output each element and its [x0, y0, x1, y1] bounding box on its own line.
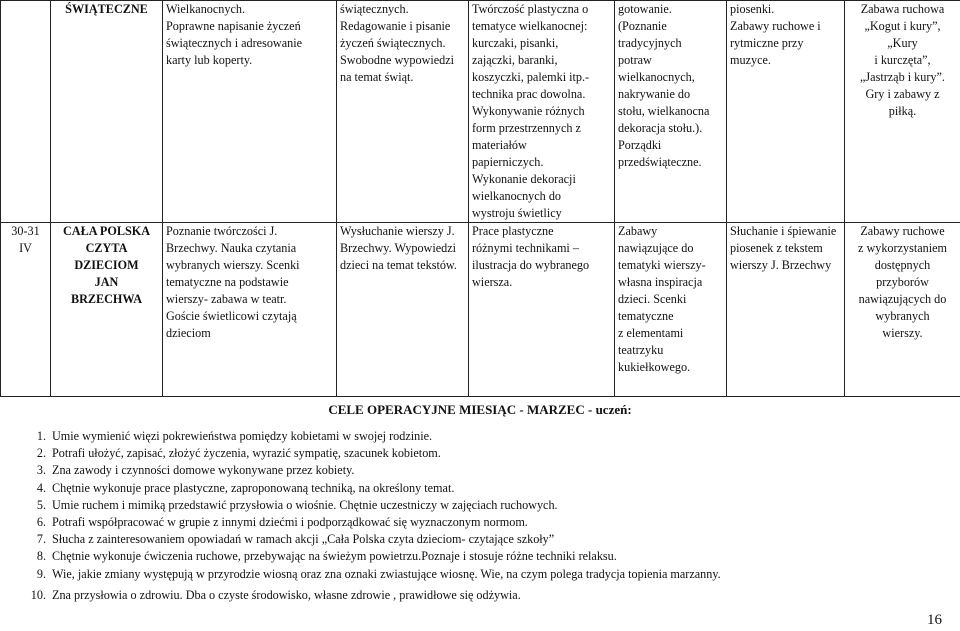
- cell-line: Wysłuchanie wierszy J.: [340, 224, 455, 238]
- cell-line: własna inspiracja: [618, 275, 703, 289]
- cell-line: Zabawy ruchowe i: [730, 19, 821, 33]
- cell-line: Słuchanie i śpiewanie: [730, 224, 837, 238]
- movement-activities-cell: [845, 1, 960, 223]
- item-text: Zna przysłowia o zdrowiu. Dba o czyste środowisko, własne zdrowie , prawidłowe się odżywia.: [52, 587, 521, 602]
- list-item: [24, 480, 934, 497]
- list-item: [24, 566, 934, 583]
- item-text: Chętnie wykonuje ćwiczenia ruchowe, przebywając na świeżym powietrzu.Poznaje i stosuje różne techniki relaksu.: [52, 549, 617, 564]
- cell-line: muzyce.: [730, 53, 771, 67]
- cell-line: z elementami: [618, 326, 684, 340]
- cell-line: form przestrzennych z: [472, 121, 581, 135]
- cell-line: Zabawy: [618, 224, 658, 238]
- item-text: Słucha z zainteresowaniem opowiadań w ramach akcji „Cała Polska czyta dzieciom- czytające szkoły”: [52, 532, 555, 547]
- item-number: 7.: [36, 532, 46, 547]
- cell-line: świątecznych i adresowanie: [166, 36, 303, 50]
- cell-line: z wykorzystaniem: [857, 241, 947, 255]
- cell-line: Porządki: [618, 138, 662, 152]
- cell-line: stołu, wielkanocna: [618, 104, 710, 118]
- cell-line: papierniczych.: [472, 155, 544, 169]
- cell-line: teatrzyku: [618, 343, 664, 357]
- cell-line: JAN: [94, 275, 119, 289]
- cell-line: materiałów: [472, 138, 527, 152]
- cell-line: karty lub koperty.: [166, 53, 253, 67]
- item-text: Potrafi ułożyć, zapisać, złożyć życzenia, wyrazić sympatię, szacunek kobietom.: [52, 446, 441, 461]
- technical-activities-cell: [615, 223, 727, 397]
- cell-line: różnymi technikami –: [472, 241, 579, 255]
- cell-line: nakrywanie do: [618, 87, 691, 101]
- item-number: 8.: [36, 549, 46, 564]
- cell-line: i kurczęta”,: [874, 53, 931, 67]
- cell-line: Swobodne wypowiedzi: [340, 53, 455, 67]
- cell-line: dekoracja stołu.).: [618, 121, 703, 135]
- technical-activities-cell: [615, 1, 727, 223]
- cell-line: CAŁA POLSKA: [62, 224, 151, 238]
- writing-activities-cell: [337, 1, 469, 223]
- list-item: [24, 445, 934, 462]
- item-number: 1.: [36, 429, 46, 443]
- cell-line: na temat świąt.: [340, 70, 414, 84]
- cell-line: piosenek z tekstem: [730, 241, 823, 255]
- cell-line: „Kury: [887, 36, 918, 50]
- cell-line: Wielkanocnych.: [166, 2, 246, 16]
- cell-line: koszyczki, palemki itp.-: [472, 70, 590, 84]
- cell-line: kurczaki, pisanki,: [472, 36, 559, 50]
- cell-line: życzeń świątecznych.: [340, 36, 446, 50]
- cell-line: 30-31: [11, 224, 40, 238]
- cell-line: ŚWIĄTECZNE: [65, 2, 148, 16]
- cell-line: Gry i zabawy z: [865, 87, 940, 101]
- cell-line: świątecznych.: [340, 2, 409, 16]
- list-item: [24, 531, 934, 548]
- cell-line: CZYTA: [85, 241, 128, 255]
- cell-line: wybranych: [875, 309, 930, 323]
- cell-line: wierszy J. Brzechwy: [730, 258, 832, 272]
- objectives-title: CELE OPERACYJNE MIESIĄC - MARZEC - uczeń:: [328, 402, 632, 417]
- table-row: [1, 223, 960, 397]
- cell-line: potraw: [618, 53, 652, 67]
- cell-line: DZIECIOM: [74, 258, 139, 272]
- cell-line: wierszy- zabawa w teatr.: [166, 292, 287, 306]
- cell-line: przyborów: [876, 275, 929, 289]
- item-number: 6.: [36, 515, 46, 530]
- cell-line: Prace plastyczne: [472, 224, 554, 238]
- week-cell: [1, 1, 51, 223]
- item-text: Chętnie wykonuje prace plastyczne, zaproponowaną techniką, na określony temat.: [52, 480, 455, 495]
- list-item: [24, 462, 934, 479]
- cell-line: piłką.: [888, 104, 917, 118]
- cell-line: technika prac dowolna.: [472, 87, 586, 101]
- cell-line: Brzechwy. Nauka czytania: [166, 241, 297, 255]
- cell-line: Poprawne napisanie życzeń: [166, 19, 301, 33]
- cell-line: Zabawa ruchowa: [860, 2, 945, 16]
- cell-line: przedświąteczne.: [618, 155, 702, 169]
- cell-line: wielkanocnych do: [472, 189, 562, 203]
- list-item: [24, 428, 934, 445]
- cell-line: wielkanocnych,: [618, 70, 695, 84]
- item-text: Potrafi współpracować w grupie z innymi dziećmi i podporządkować się wyznaczonym normom.: [52, 515, 528, 530]
- item-number: 9.: [36, 566, 46, 581]
- item-text: Zna zawody i czynności domowe wykonywane przez kobiety.: [52, 463, 355, 478]
- topic-cell: [51, 223, 163, 397]
- cell-line: nawiązujących do: [858, 292, 947, 306]
- cell-line: Redagowanie i pisanie: [340, 19, 451, 33]
- cell-line: „Kogut i kury”,: [864, 19, 941, 33]
- cell-line: Goście świetlicowi czytają: [166, 309, 297, 323]
- cell-line: gotowanie.: [618, 2, 672, 16]
- item-number: 10.: [30, 587, 46, 602]
- cell-line: kukiełkowego.: [618, 360, 691, 374]
- cell-line: tradycyjnych: [618, 36, 682, 50]
- item-number: 2.: [36, 446, 46, 461]
- cell-line: tematyki wierszy-: [618, 258, 706, 272]
- art-activities-cell: [469, 223, 615, 397]
- page-number: 16: [927, 612, 942, 628]
- cell-line: BRZECHWA: [70, 292, 143, 306]
- cell-line: wiersza.: [472, 275, 513, 289]
- cell-line: dostępnych: [874, 258, 931, 272]
- cell-line: piosenki.: [730, 2, 775, 16]
- list-item: [24, 587, 934, 604]
- language-activities-cell: [163, 223, 337, 397]
- item-text: Umie ruchem i mimiką przedstawić przysłowia o wiośnie. Chętnie uczestniczy w zajęciach ruchowych.: [52, 497, 558, 512]
- art-activities-cell: [469, 1, 615, 223]
- music-activities-cell: [727, 223, 845, 397]
- cell-line: dzieci. Scenki: [618, 292, 687, 306]
- cell-line: Zabawy ruchowe: [860, 224, 945, 238]
- list-item: [24, 497, 934, 514]
- language-activities-cell: [163, 1, 337, 223]
- topic-cell: [51, 1, 163, 223]
- cell-line: (Poznanie: [618, 19, 667, 33]
- cell-line: IV: [19, 241, 32, 255]
- cell-line: Poznanie twórczości J.: [166, 224, 278, 238]
- item-text: Wie, jakie zmiany występują w przyrodzie wiosną oraz zna oznaki zwiastujące wiosnę. Wie, na czym polega tradycja topienia marzanny.: [52, 566, 721, 581]
- item-text: Umie wymienić więzi pokrewieństwa pomiędzy kobietami w swojej rodzinie.: [52, 429, 433, 443]
- cell-line: Wykonywanie różnych: [472, 104, 585, 118]
- cell-line: wybranych wierszy. Scenki: [166, 258, 300, 272]
- cell-line: nawiązujące do: [618, 241, 694, 255]
- music-activities-cell: [727, 1, 845, 223]
- item-number: 3.: [36, 463, 46, 478]
- cell-line: Brzechwy. Wypowiedzi: [340, 241, 457, 255]
- week-cell: [1, 223, 51, 397]
- item-number: 4.: [36, 480, 46, 495]
- cell-line: zajączki, baranki,: [472, 53, 558, 67]
- cell-line: wystroju świetlicy: [472, 206, 562, 220]
- cell-line: dzieci na temat tekstów.: [340, 258, 457, 272]
- item-number: 5.: [36, 497, 46, 512]
- cell-line: tematyczne: [618, 309, 674, 323]
- cell-line: Twórczość plastyczna o: [472, 2, 589, 16]
- cell-line: „Jastrząb i kury”.: [860, 70, 945, 84]
- cell-line: rytmiczne przy: [730, 36, 804, 50]
- cell-line: Wykonanie dekoracji: [472, 172, 576, 186]
- writing-activities-cell: [337, 223, 469, 397]
- cell-line: dzieciom: [166, 326, 211, 340]
- cell-line: wierszy.: [882, 326, 923, 340]
- list-item: [24, 514, 934, 531]
- list-item: [24, 548, 934, 565]
- cell-line: tematyce wielkanocnej:: [472, 19, 588, 33]
- cell-line: tematyczne na podstawie: [166, 275, 289, 289]
- cell-line: ilustracja do wybranego: [472, 258, 590, 272]
- objectives-list: [24, 428, 934, 604]
- table-row: [1, 1, 960, 223]
- movement-activities-cell: [845, 223, 960, 397]
